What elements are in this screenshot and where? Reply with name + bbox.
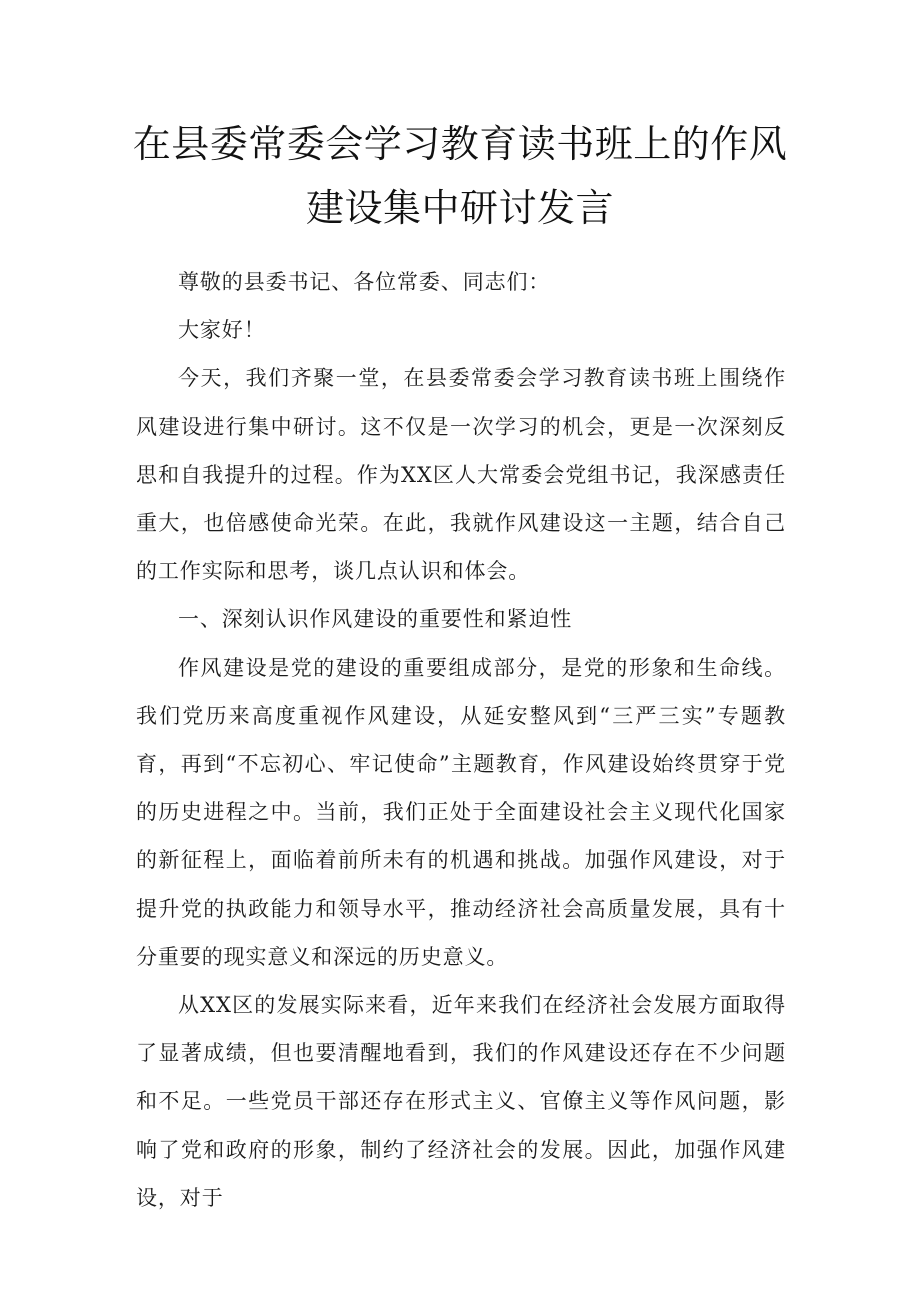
title-line-1: 在县委常委会学习教育读书班上的作风 bbox=[132, 122, 788, 166]
section-heading-1: 一、深刻认识作风建设的重要性和紧迫性 bbox=[178, 607, 573, 632]
document-title bbox=[120, 112, 800, 240]
section-1-paragraph-2: 从XX区的发展实际来看，近年来我们在经济社会发展方面取得了显著成绩，但也要清醒地看到，我们的作风建设还存在不少问题和不足。一些党员干部还存在形式主义、官僚主义等作风问题，影响了党和政府的形象，制约了经济社会的发展。因此，加强作风建设，对于 bbox=[136, 993, 786, 1210]
greeting: 大家好！ bbox=[178, 318, 266, 343]
intro-paragraph: 今天，我们齐聚一堂，在县委常委会学习教育读书班上围绕作风建设进行集中研讨。这不仅是一次学习的机会，更是一次深刻反思和自我提升的过程。作为XX区人大常委会党组书记，我深感责任重大，也倍感使命光荣。在此，我就作风建设这一主题，结合自己的工作实际和思考，谈几点认识和体会。 bbox=[136, 366, 786, 584]
title-line-2: 建设集中研讨发言 bbox=[305, 186, 614, 230]
salutation: 尊敬的县委书记、各位常委、同志们： bbox=[178, 270, 551, 294]
document-body bbox=[136, 258, 786, 1222]
section-1-paragraph-1: 作风建设是党的建设的重要组成部分，是党的形象和生命线。我们党历来高度重视作风建设，从延安整风到“三严三实”专题教育，再到“不忘初心、牢记使命”主题教育，作风建设始终贯穿于党的历史进程之中。当前，我们正处于全面建设社会主义现代化国家的新征程上，面临着前所未有的机遇和挑战。加强作风建设，对于提升党的执政能力和领导水平，推动经济社会高质量发展，具有十分重要的现实意义和深远的历史意义。 bbox=[136, 655, 786, 969]
